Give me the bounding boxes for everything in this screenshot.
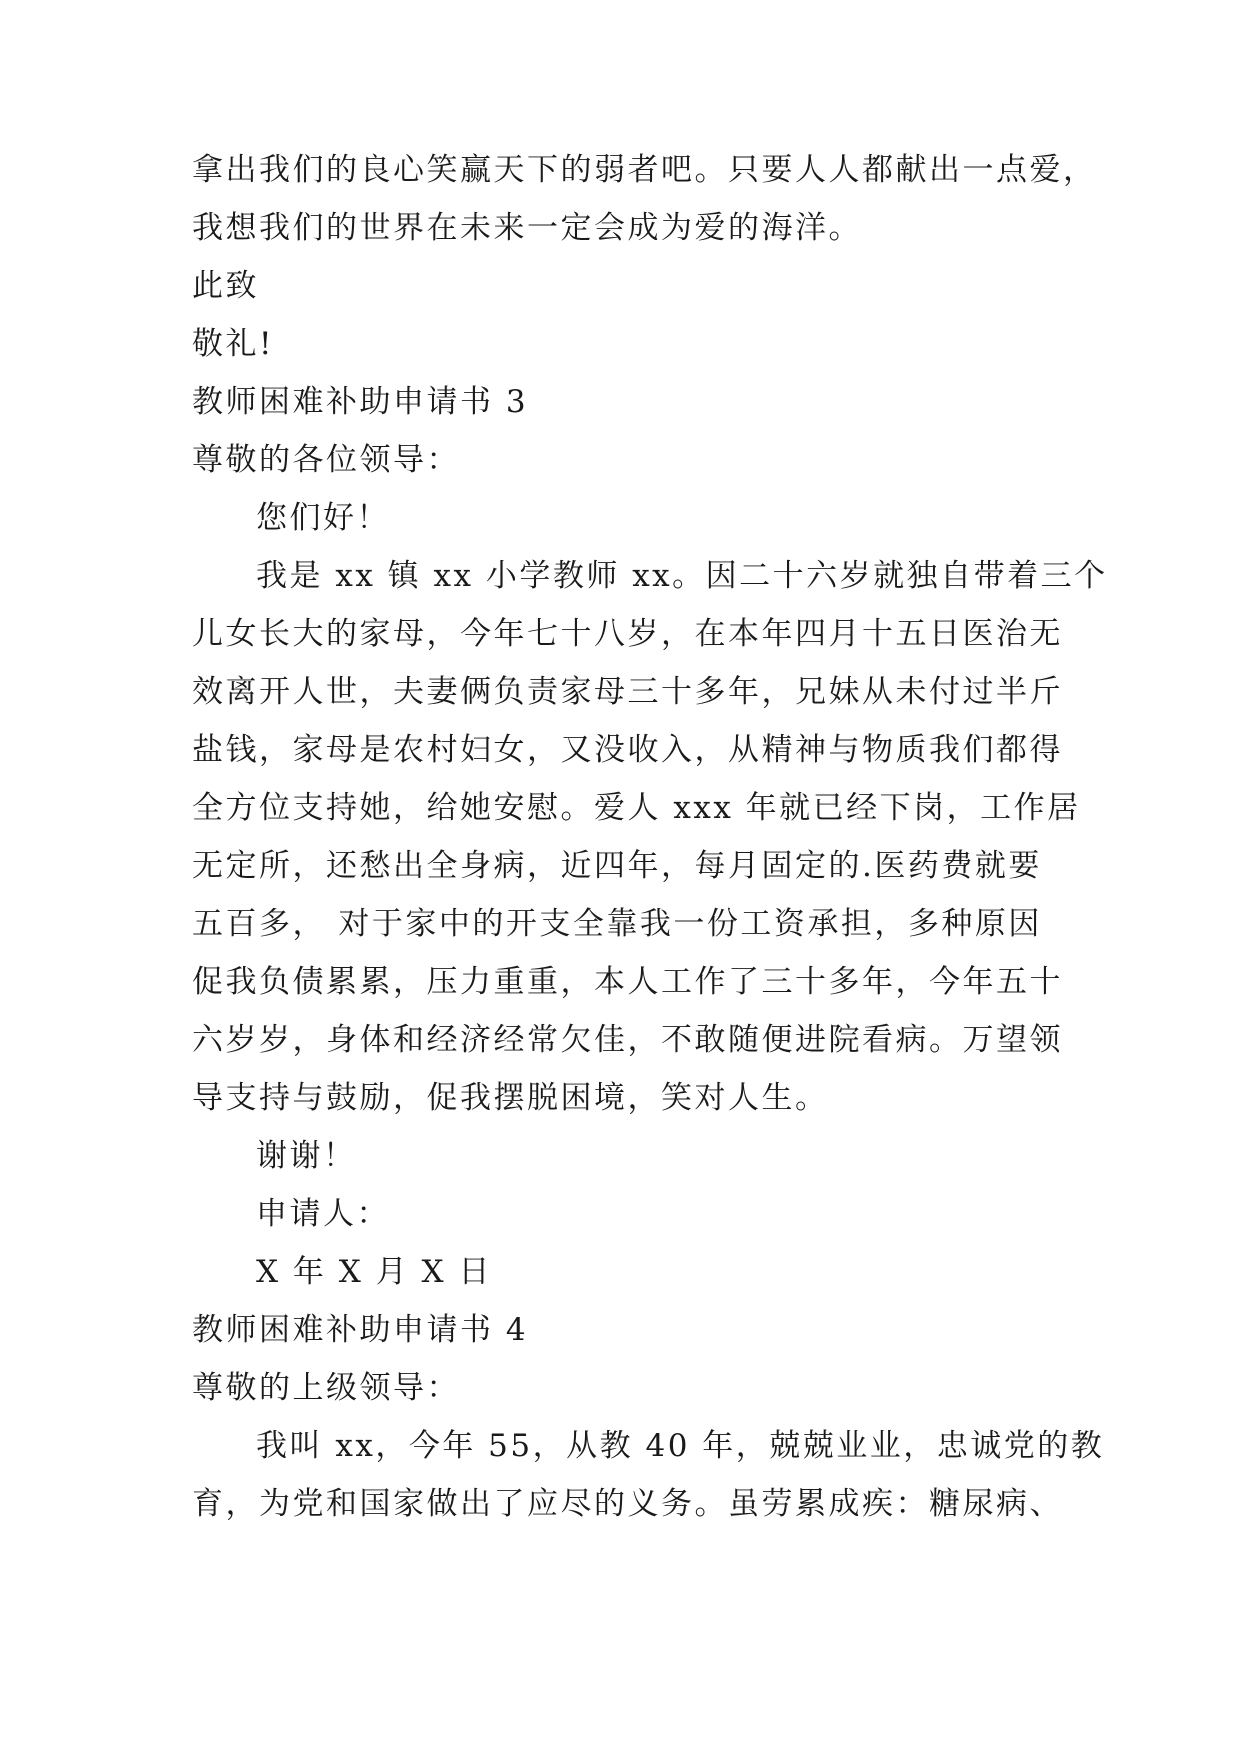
body-line-5: 全方位支持她，给她安慰。爱人 xxx 年就已经下岗，工作居 [192, 790, 1081, 826]
closing-regards: 敬礼! [192, 326, 274, 362]
letter-salutation: 尊敬的各位领导： [192, 442, 460, 478]
applicant-label: 申请人： [256, 1196, 390, 1232]
body-line-8: 促我负债累累，压力重重，本人工作了三十多年，今年五十 [192, 964, 1063, 1000]
body-line-3: 效离开人世，夫妻俩负责家母三十多年，兄妹从未付过半斤 [192, 674, 1063, 710]
date-line: X 年 X 月 X 日 [256, 1254, 492, 1290]
body-line-9: 六岁岁，身体和经济经常欠佳，不敢随便进院看病。万望领 [192, 1022, 1063, 1058]
thanks: 谢谢！ [256, 1138, 357, 1174]
body-line-10: 导支持与鼓励，促我摆脱困境，笑对人生。 [192, 1080, 829, 1116]
text-line-2: 我想我们的世界在未来一定会成为爱的海洋。 [192, 210, 862, 246]
section-heading-3: 教师困难补助申请书 3 [192, 384, 529, 420]
body-line-6: 无定所，还愁出全身病，近四年，每月固定的.医药费就要 [192, 848, 1042, 884]
body-line-11: 我叫 xx，今年 55，从教 40 年，兢兢业业，忠诚党的教 [256, 1428, 1105, 1464]
closing-salutation: 此致 [192, 268, 259, 304]
body-line-4: 盐钱，家母是农村妇女，又没收入，从精神与物质我们都得 [192, 732, 1063, 768]
body-line-2: 儿女长大的家母，今年七十八岁，在本年四月十五日医治无 [192, 616, 1063, 652]
letter-salutation-2: 尊敬的上级领导： [192, 1370, 460, 1406]
section-heading-4: 教师困难补助申请书 4 [192, 1312, 529, 1348]
text-line-1: 拿出我们的良心笑赢天下的弱者吧。只要人人都献出一点爱， [192, 152, 1097, 188]
body-line-1: 我是 xx 镇 xx 小学教师 xx。因二十六岁就独自带着三个 [256, 558, 1108, 594]
greeting: 您们好！ [256, 500, 390, 536]
body-line-12: 育，为党和国家做出了应尽的义务。虽劳累成疾：糖尿病、 [192, 1486, 1063, 1522]
body-line-7: 五百多， 对于家中的开支全靠我一份工资承担，多种原因 [192, 906, 1042, 942]
